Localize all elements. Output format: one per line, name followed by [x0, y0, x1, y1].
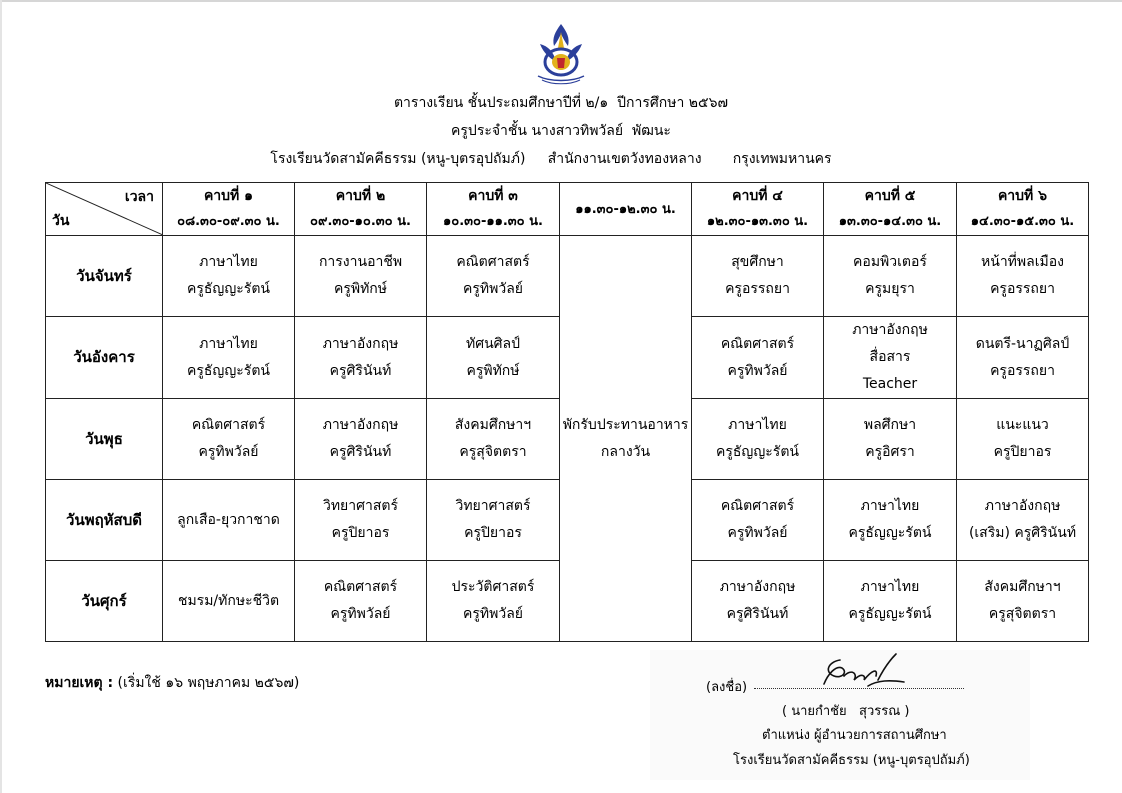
- lunch-line-1: พักรับประทาน: [562, 416, 648, 433]
- class-cell: [692, 399, 824, 480]
- teacher: ครูทิพวัลย์: [330, 606, 391, 622]
- lunch-header: [560, 183, 692, 236]
- subject: คณิตศาสตร์: [720, 335, 795, 352]
- teacher: ครูพิทักษ์: [333, 281, 388, 297]
- class-cell: [824, 236, 957, 317]
- period-header: [427, 183, 560, 236]
- period-label: คาบที่ ๑: [203, 188, 254, 204]
- class-cell: [957, 561, 1089, 642]
- subject: คณิตศาสตร์: [456, 254, 530, 270]
- remark: [45, 672, 299, 694]
- signer-school: โรงเรียนวัดสามัคคีธรรม (หนู-บุตรอุปถัมภ์): [733, 753, 970, 768]
- period-header: [692, 183, 824, 236]
- class-cell: [427, 317, 560, 399]
- period-header: [824, 183, 957, 236]
- day-label: วันศุกร์: [46, 561, 163, 642]
- teacher: ครูพิทักษ์: [466, 362, 520, 379]
- class-cell: [957, 236, 1089, 317]
- subject: ภาษาอังกฤษ: [322, 335, 399, 352]
- signer-name: ( นายกำชัย สุวรรณ ): [782, 704, 910, 719]
- class-cell: [692, 480, 824, 561]
- subject: คอมพิวเตอร์: [853, 254, 927, 270]
- lunch-break-cell: [560, 236, 692, 642]
- subject: ทัศนศิลป์: [465, 335, 521, 352]
- page-top-edge: [0, 0, 1122, 2]
- day-label: วันอังคาร: [46, 317, 163, 399]
- teacher: ครูอรรถยา: [990, 281, 1055, 297]
- teacher: ครูศิรินันท์: [329, 362, 392, 379]
- class-cell: [957, 480, 1089, 561]
- period-label: คาบที่ ๔: [732, 188, 783, 204]
- teacher: ครูธัญญะรัตน์: [187, 362, 270, 379]
- class-cell: [163, 480, 295, 561]
- period-label: คาบที่ ๒: [335, 188, 386, 204]
- class-cell: [427, 561, 560, 642]
- period-time: ๑๓.๓๐-๑๔.๓๐ น.: [838, 214, 942, 229]
- class-cell: [163, 317, 295, 399]
- period-time: ๐๘.๓๐-๐๙.๓๐ น.: [177, 214, 280, 229]
- corner-day-label: วัน: [52, 213, 70, 229]
- subject: คณิตศาสตร์: [720, 498, 795, 514]
- teacher: ครูธัญญะรัตน์: [848, 525, 932, 541]
- subject: คณิตศาสตร์: [323, 579, 398, 595]
- header-row: [46, 183, 1089, 236]
- subject: วิทยาศาสตร์: [455, 498, 531, 514]
- lunch-time: ๑๑.๓๐-๑๒.๓๐ น.: [575, 201, 676, 217]
- teacher: ครูทิพวัลย์: [463, 606, 523, 622]
- class-cell: [692, 317, 824, 399]
- subject: สังคมศึกษาฯ: [984, 579, 1061, 595]
- school-emblem-icon: [530, 22, 592, 88]
- class-cell: [692, 236, 824, 317]
- class-cell: [824, 317, 957, 399]
- subject: ประวัติศาสตร์: [451, 579, 535, 595]
- teacher: ครูปิยาอร: [993, 444, 1052, 460]
- teacher: ครูสุจิตตรา: [988, 606, 1057, 622]
- subject: หน้าที่พลเมือง: [981, 254, 1064, 270]
- subject: พลศึกษา: [863, 417, 917, 433]
- class-cell: [295, 399, 427, 480]
- subject: แนะแนว: [996, 417, 1049, 433]
- class-cell: [163, 236, 295, 317]
- schedule-title: ตารางเรียน ชั้นประถมศึกษาปีที่ ๒/๑ ปีการศึกษา ๒๕๖๗: [393, 95, 729, 111]
- subject: ชมรม/ทักษะชีวิต: [177, 592, 280, 609]
- teacher: ครูทิพวัลย์: [727, 525, 788, 541]
- subject: ภาษาอังกฤษ: [984, 498, 1061, 514]
- subject: ดนตรี-นาฏศิลป์: [975, 335, 1070, 352]
- subject: ภาษาอังกฤษ: [322, 417, 399, 433]
- class-cell: [295, 236, 427, 317]
- period-label: คาบที่ ๖: [997, 188, 1048, 204]
- school-info: โรงเรียนวัดสามัคคีธรรม (หนู-บุตรอุปถัมภ์) สำนักงานเขตวังทองหลาง กรุงเทพมหานคร: [270, 151, 832, 167]
- day-label: วันพฤหัสบดี: [46, 480, 163, 561]
- class-cell: [427, 236, 560, 317]
- teacher: ครูธัญญะรัตน์: [716, 444, 799, 460]
- class-cell: [824, 561, 957, 642]
- subject: ภาษาไทย: [860, 579, 920, 595]
- teacher: ครูสุจิตตรา: [459, 444, 527, 460]
- class-cell: [824, 480, 957, 561]
- remark-label: หมายเหตุ :: [45, 675, 114, 691]
- period-time: ๑๔.๓๐-๑๕.๓๐ น.: [970, 214, 1075, 229]
- teacher: ครูศิรินันท์: [329, 444, 392, 460]
- page-left-edge: [0, 0, 2, 793]
- teacher: ครูอิศรา: [865, 444, 915, 460]
- class-cell: [295, 317, 427, 399]
- subject: ภาษาไทย: [199, 254, 258, 270]
- handwritten-signature: [818, 650, 908, 692]
- class-cell: [957, 317, 1089, 399]
- timetable: [45, 182, 1089, 642]
- subject: สังคมศึกษาฯ: [454, 417, 532, 433]
- class-cell: [295, 561, 427, 642]
- day-label: วันพุธ: [46, 399, 163, 480]
- teacher: (เสริม) ครูศิรินันท์: [968, 525, 1077, 541]
- day-row-monday: [46, 236, 1089, 317]
- subject: การงานอาชีพ: [318, 254, 403, 270]
- subject: สุขศึกษา: [731, 254, 784, 270]
- class-cell: [427, 399, 560, 480]
- subject: วิทยาศาสตร์: [322, 498, 399, 514]
- period-header: [163, 183, 295, 236]
- period-label: คาบที่ ๕: [864, 188, 916, 204]
- homeroom-teacher: ครูประจำชั้น นางสาวทิพวัลย์ พัฒนะ: [451, 123, 671, 139]
- period-header: [957, 183, 1089, 236]
- subject: คณิตศาสตร์: [191, 417, 266, 433]
- class-cell: [957, 399, 1089, 480]
- teacher: ครูธัญญะรัตน์: [187, 281, 270, 297]
- period-header: [295, 183, 427, 236]
- teacher: ครูอรรถยา: [990, 362, 1055, 379]
- subject: ภาษาไทย: [199, 335, 258, 352]
- subject: ภาษาอังกฤษ: [852, 322, 928, 338]
- signature-label: (ลงชื่อ): [706, 680, 748, 695]
- teacher: ครูปิยาอร: [464, 525, 522, 541]
- corner-time-label: เวลา: [124, 189, 154, 205]
- subject: ภาษาอังกฤษ: [719, 579, 796, 595]
- period-label: คาบที่ ๓: [468, 188, 518, 204]
- lunch-line-2: อาหารกลางวัน: [600, 416, 689, 460]
- subject-detail: สื่อสาร: [869, 349, 911, 365]
- day-label: วันจันทร์: [46, 236, 163, 317]
- class-cell: [692, 561, 824, 642]
- teacher: ครูอรรถยา: [725, 281, 790, 297]
- period-time: ๐๙.๓๐-๑๐.๓๐ น.: [310, 214, 411, 229]
- class-cell: [163, 399, 295, 480]
- teacher: ครูมยุรา: [865, 281, 915, 297]
- teacher: ครูทิพวัลย์: [463, 281, 523, 297]
- teacher: ครูศิรินันท์: [726, 606, 789, 622]
- subject: ลูกเสือ-ยุวกาชาด: [177, 511, 280, 528]
- class-cell: [824, 399, 957, 480]
- teacher: ครูธัญญะรัตน์: [848, 606, 932, 622]
- signer-position: ตำแหน่ง ผู้อำนวยการสถานศึกษา: [762, 728, 947, 743]
- period-time: ๑๒.๓๐-๑๓.๓๐ น.: [706, 214, 809, 229]
- teacher: ครูทิพวัลย์: [727, 362, 788, 379]
- remark-text: (เริ่มใช้ ๑๖ พฤษภาคม ๒๕๖๗): [113, 675, 300, 691]
- teacher: ครูทิพวัลย์: [198, 444, 259, 460]
- teacher: ครูปิยาอร: [331, 525, 390, 541]
- class-cell: [295, 480, 427, 561]
- corner-cell: [46, 183, 163, 236]
- teacher: Teacher: [862, 376, 918, 392]
- class-cell: [427, 480, 560, 561]
- period-time: ๑๐.๓๐-๑๑.๓๐ น.: [443, 214, 543, 229]
- class-cell: [163, 561, 295, 642]
- subject: ภาษาไทย: [860, 498, 920, 514]
- subject: ภาษาไทย: [728, 417, 787, 433]
